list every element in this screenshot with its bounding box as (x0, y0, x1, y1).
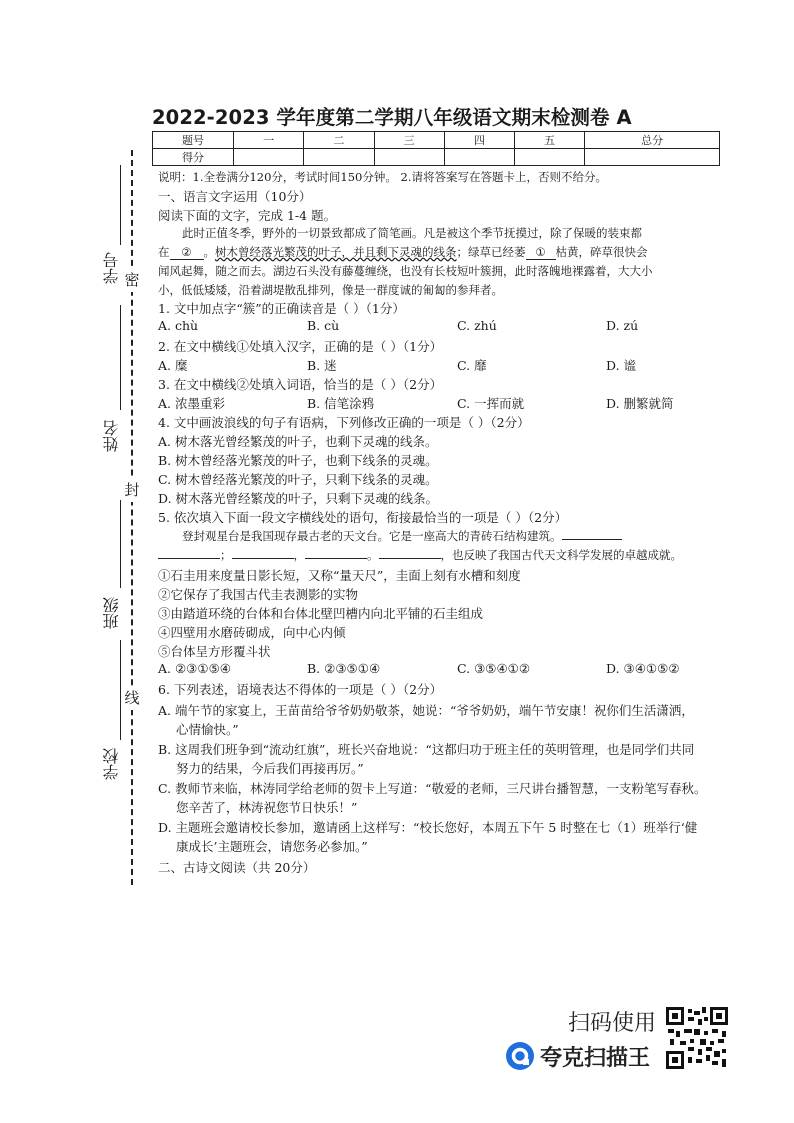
q1-option-b: B. cù (307, 318, 340, 333)
q5-item-3: ③由踏道环绕的台体和台体北壁凹槽内向北平铺的石圭组成 (158, 606, 484, 621)
q5-option-b: B. ②③⑤①④ (307, 661, 381, 676)
q5-item-4: ④四壁用水磨砖砌成，向中心内倾 (158, 625, 346, 640)
qr-code-icon[interactable] (666, 1007, 728, 1069)
q4-option-c: C. 树木曾经落光繁茂的叶子，只剩下线条的灵魂。 (158, 472, 438, 487)
passage-blank-2: ② (170, 245, 204, 260)
q5-passage-line-1 (182, 528, 622, 544)
brand-logo-glyph (506, 1042, 534, 1070)
q5-blank (379, 558, 441, 559)
passage-line-2 (158, 244, 648, 260)
passage-text: 枯黄，碎草很快会 (555, 245, 648, 259)
q6-option-d-line-1: D. 主题班会邀请校长参加，邀请函上这样写：“校长您好，本周五下午 5 时整在七（1）班举行‘健 (158, 820, 698, 835)
seal-char-xian: 线 (120, 686, 144, 710)
margin-label-student-id: 学号 (102, 252, 121, 284)
section1-heading: 一、语言文字运用（10分） (158, 189, 312, 204)
passage-line-1: 此时正值冬季，野外的一切景致都成了简笔画。凡是被这个季节抚摸过，除了保暖的装束都 (182, 226, 642, 240)
passage-blank-1: ① (526, 245, 556, 260)
q1-option-c: C. zhú (457, 318, 497, 333)
brand-logo-icon (506, 1042, 534, 1070)
score-cell (515, 149, 585, 166)
q5-blank (305, 558, 367, 559)
q3-option-b: B. 信笔涂鸦 (307, 396, 375, 411)
margin-label-school: 学校 (102, 748, 121, 780)
margin-label-class: 班级 (102, 597, 121, 629)
question-5-stem: 5. 依次填入下面一段文字横线处的语句，衔接最恰当的一项是（ ）（2分） (158, 510, 568, 525)
q6-option-a-line-1: A. 端午节的家宴上，王苗苗给爷爷奶奶敬茶，她说：“爷爷奶奶，端午节安康！祝你们生活潇洒， (158, 703, 694, 718)
scan-to-use-text: 扫码使用 (568, 1011, 657, 1036)
brand-name: 夸克扫描王 (540, 1046, 651, 1071)
q5-option-c: C. ③⑤④①② (457, 661, 531, 676)
margin-field-student-id (120, 165, 121, 245)
q4-option-b: B. 树木曾经落光繁茂的叶子，也剩下线条的灵魂。 (158, 453, 438, 468)
question-6-stem: 6. 下列表述，语境表达不得体的一项是（ ）（2分） (158, 682, 443, 697)
margin-field-class (120, 500, 121, 588)
passage-line-3: 闻风起舞，随之而去。湖边石头没有藤蔓缠绕，也没有长枝短叶簇拥，此时落魄地裸露着，大大小 (158, 264, 653, 278)
binding-dashed-line (131, 150, 133, 885)
passage-line-4: 小，低低矮矮，沿着湖堤散乱排列，像是一群度诚的匍匐的参拜者。 (158, 283, 503, 297)
q5-blank (562, 539, 622, 540)
seal-char-mi: 密 (120, 268, 144, 292)
passage-text: ；绿草已经萎 (456, 245, 526, 259)
q5-passage-line-2: ； ， 。 ，也反映了我国古代天文科学发展的卓越成就。 (158, 547, 682, 563)
score-header-cell: 题号 (153, 132, 234, 149)
q5-item-2: ②它保存了我国古代圭表测影的实物 (158, 587, 359, 602)
q6-option-c-line-2: 您辛苦了，林涛祝您节日快乐！” (176, 800, 358, 815)
question-4-stem: 4. 文中画波浪线的句子有语病，下列修改正确的一项是（ ）（2分） (158, 415, 530, 430)
section2-heading: 二、古诗文阅读（共 20分） (158, 860, 316, 875)
score-table (152, 131, 720, 166)
section1-instruction: 阅读下面的文字，完成 1-4 题。 (158, 208, 337, 223)
q5-item-1: ①石圭用来度量日影长短，又称“量天尺”，圭面上刻有水槽和刻度 (158, 568, 521, 583)
q6-option-b-line-2: 努力的结果，今后我们再接再厉。” (176, 761, 364, 776)
score-header-cell: 四 (444, 132, 514, 149)
passage-text: 在 (158, 245, 170, 259)
q6-option-b-line-1: B. 这周我们班争到“流动红旗”，班长兴奋地说：“这都归功于班主任的英明管理，也是同学们共同 (158, 742, 695, 757)
q5-option-d: D. ③④①⑤② (606, 661, 680, 676)
q3-option-a: A. 浓墨重彩 (158, 396, 225, 411)
question-1-stem: 1. 文中加点字“簇”的正确读音是（ ）（1分） (158, 301, 405, 316)
seal-char-feng: 封 (120, 478, 144, 502)
passage-text: 。 (203, 245, 215, 259)
question-3-stem: 3. 在文中横线②处填入词语，恰当的是（ ）（2分） (158, 377, 443, 392)
passage-wavy-sentence: 树木曾经落光繁茂的叶子，并且剩下灵魂的线条 (215, 245, 457, 259)
q5-option-a: A. ②③①⑤④ (158, 661, 232, 676)
score-header-cell: 二 (304, 132, 374, 149)
question-2-stem: 2. 在文中横线①处填入汉字，正确的是（ ）（1分） (158, 339, 443, 354)
qr-code-graphic (666, 1007, 728, 1069)
q2-option-c: C. 靡 (457, 358, 487, 373)
score-header-cell: 五 (515, 132, 585, 149)
score-cell (374, 149, 444, 166)
q3-option-c: C. 一挥而就 (457, 396, 525, 411)
score-header-cell: 一 (234, 132, 304, 149)
q5-blank (232, 558, 294, 559)
q2-option-b: B. 迷 (307, 358, 337, 373)
score-header-cell: 三 (374, 132, 444, 149)
q4-option-d: D. 树木落光曾经繁茂的叶子，只剩下灵魂的线条。 (158, 491, 439, 506)
score-cell (444, 149, 514, 166)
score-cell (304, 149, 374, 166)
exam-note: 说明：1.全卷满分120分，考试时间150分钟。 2.请将答案写在答题卡上，否则不给分。 (158, 170, 607, 184)
q3-option-d: D. 删繁就简 (606, 396, 674, 411)
exam-title: 2022-2023 学年度第二学期八年级语文期末检测卷 A (152, 106, 632, 129)
score-row-label: 得分 (153, 149, 234, 166)
margin-field-name (120, 305, 121, 410)
q4-option-a: A. 树木落光曾经繁茂的叶子，也剩下灵魂的线条。 (158, 434, 438, 449)
q2-option-d: D. 谧 (606, 358, 637, 373)
score-cell (234, 149, 304, 166)
q6-option-c-line-1: C. 教师节来临，林涛同学给老师的贺卡上写道：“敬爱的老师，三尺讲台播智慧，一支粉笔写春秋。 (158, 781, 707, 796)
score-header-cell: 总分 (585, 132, 720, 149)
q5-item-5: ⑤台体呈方形覆斗状 (158, 644, 271, 659)
margin-field-school (120, 640, 121, 740)
q2-option-a: A. 糜 (158, 358, 188, 373)
q5-passage-text: ，也反映了我国古代天文科学发展的卓越成就。 (440, 548, 682, 562)
q1-option-a: A. chù (158, 318, 199, 333)
q6-option-d-line-2: 康成长’主题班会，请您务必参加。” (176, 839, 368, 854)
margin-label-name: 姓名 (102, 420, 121, 452)
q5-blank (158, 558, 220, 559)
q6-option-a-line-2: 心情愉快。” (176, 722, 239, 737)
score-cell (585, 149, 720, 166)
q1-option-d: D. zú (606, 318, 639, 333)
q5-passage-text: 登封观星台是我国现存最古老的天文台。它是一座高大的青砖石结构建筑。 (182, 529, 562, 543)
